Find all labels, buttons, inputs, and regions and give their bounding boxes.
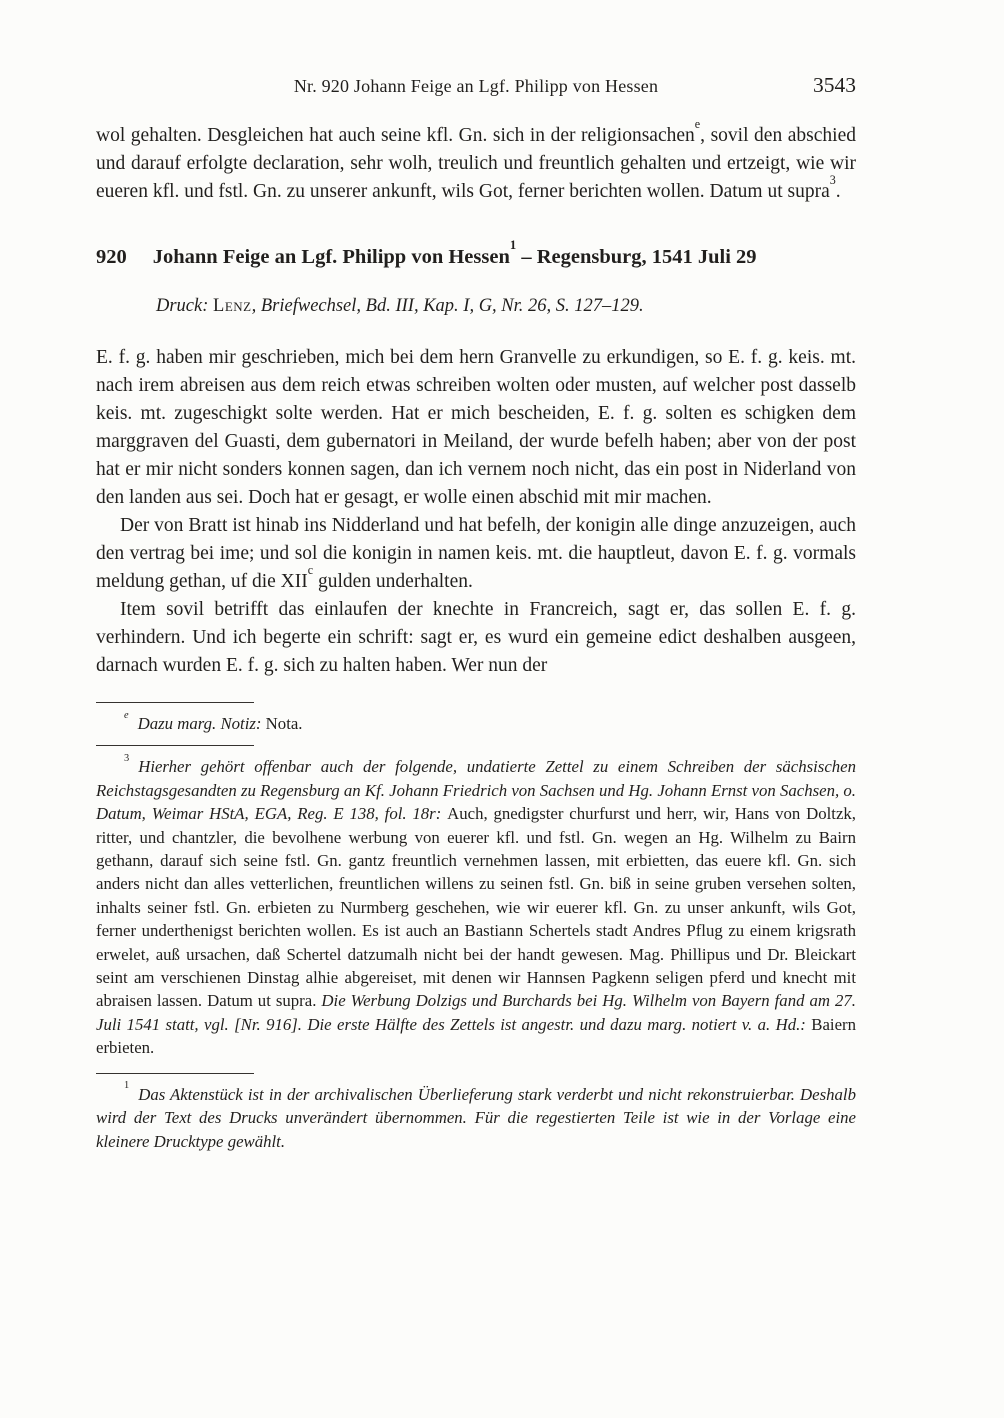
previous-letter-text-3: . bbox=[835, 181, 841, 202]
letter-paragraph-3: Item sovil betrifft das einlaufen der knechte in Francreich, sagt er, das sollen E. f. g. verhindern. Und ich begerte ein schrift: sagt er, es wurd ein gemeine edict deshalben ausgeen, darnach wurden E. f. g. sich zu halten haben. Wer nun der bbox=[96, 599, 856, 676]
footnote-separator-rule-3 bbox=[96, 1073, 254, 1074]
previous-letter-end-paragraph bbox=[96, 117, 856, 206]
letter-paragraph-2 bbox=[96, 512, 856, 596]
footnote-3-editorial-2: Die Werbung Dolzigs und Burchards bei Hg. Wilhelm von Bayern fand am 27. Juli 1541 statt, vgl. [Nr. 916]. Die erste Hälfte des Zettels ist angestr. und dazu marg. notiert v. a. Hd.: bbox=[96, 991, 856, 1034]
footnote-1-text: Das Aktenstück ist in der archivalischen Überlieferung stark verderbt und nicht rekonstruierbar. Deshalb wird der Text des Drucks unverändert übernommen. Für die regestierten Teile ist wie in der Vorlage eine kleinere Drucktype gewählt. bbox=[96, 1084, 856, 1151]
footnote-1 bbox=[96, 1080, 856, 1153]
source-label: Druck: bbox=[156, 296, 209, 316]
source-author: Lenz bbox=[213, 296, 252, 316]
source-line bbox=[156, 294, 856, 318]
footnote-3-editorial-1: Hierher gehört offenbar auch der folgende, undatierte Zettel zu einem Schreiben der sächsischen Reichstagsgesandten zu Regensburg an Kf. Johann Friedrich von Sachsen und Hg. Johann Ernst von Sachsen, o. Datum, Weimar HStA, EGA, Reg. E 138, fol. 18r: bbox=[96, 757, 856, 824]
footnote-1-marker: 1 bbox=[124, 1080, 130, 1092]
running-header bbox=[96, 73, 856, 102]
footnote-e bbox=[96, 709, 856, 735]
footnote-3-quoted-text: Auch, gnedigster churfurst und herr, wir, Hans von Doltzk, ritter, und chantzler, die bevolhene werbung von euerer kfl. und fstl. Gn. wegen an Hg. Wilhelm zu Bairn gethann, darauf sich seine fstl. Gn. gantz freuntlich vernehmen lassen, mit erbietten, das euere kfl. Gn. sich anders nicht dan alles vetterlichen, freuntlichen willens zu seinen fstl. Gn. biß in seine gruben versehen solten, inhalts seiner fstl. Gn. erbieten zu Nurmberg geschehen, wie wir euerer kfl. Gn. zu unser ankunft, wils Got, ferner underthenigst berichten wollen. Es ist auch an Bastiann Schertels stadt Andres Pflug zu einem krigsrath erwelet, auß ursachen, daß Schertel datzumalh nicht bei der handt gewesen. Mag. Phillipus und Dr. Bleickart seint am verschienen Dinstag alhie abgereiset, mit denen wir Hannsen Pagkenn seligen pferd und knecht mit abraisen lassen. Datum ut supra. bbox=[96, 804, 856, 1011]
footnote-ref-3: 3 bbox=[829, 173, 836, 188]
letter-paragraph-2-text-1: Der von Bratt ist hinab ins Nidderland und hat befelh, der konigin alle dinge anzuzeigen, auch den vertrag bei ime; und sol die konigin in namen keis. mt. die hauptleut, davon E. f. g. vormals meldung gethan, uf die XII bbox=[96, 515, 856, 592]
superscript-c: c bbox=[307, 563, 314, 578]
footnote-3-marker: 3 bbox=[124, 753, 130, 765]
footnote-3-marginal-note: Baiern erbieten. bbox=[96, 1014, 856, 1058]
footnote-separator-rule-2 bbox=[96, 745, 254, 746]
footnote-e-editorial: Dazu marg. Notiz: bbox=[137, 714, 262, 733]
previous-letter-text-1: wol gehalten. Desgleichen hat auch seine kfl. Gn. sich in der religionsachen bbox=[96, 125, 695, 146]
footnote-e-marker: e bbox=[124, 709, 129, 721]
footnote-ref-e: e bbox=[694, 117, 701, 132]
letter-heading-date: – Regensburg, 1541 Juli 29 bbox=[516, 246, 757, 268]
source-citation: , Briefwechsel, Bd. III, Kap. I, G, Nr. 26, S. 127–129. bbox=[251, 296, 644, 316]
footnote-area bbox=[96, 702, 856, 1153]
letter-number: 920 bbox=[96, 246, 127, 268]
letter-paragraph-1: E. f. g. haben mir geschrieben, mich bei dem hern Granvelle zu erkundigen, so E. f. g. keis. mt. nach irem abreisen aus dem reich etwas schreiben wolten oder musten, auf welcher post dasselb keis. mt. zugeschigkt solte werden. Hat er mich bescheiden, E. f. g. solten es schigken dem marggraven del Guasti, dem gubernatori in Meiland, der wurde befelh haben; aber von der post hat er mir nicht sonders konnen sagen, dan ich vernem noch nicht, das ein post in Niderland von den landen aus sei. Doch hat er gesagt, er wolle einen abschid mit mir machen. bbox=[96, 347, 856, 508]
page-number: 3543 bbox=[813, 73, 856, 97]
footnote-e-text: Nota. bbox=[261, 714, 303, 733]
previous-letter-text-2: , sovil den abschied und darauf erfolgte declaration, sehr wolh, treulich und freuntlich gehalten und ertzeigt, wie wir eueren kfl. und fstl. Gn. zu unserer ankunft, wils Got, ferner berichten wollen. Datum ut supra bbox=[96, 125, 856, 202]
footnote-ref-1: 1 bbox=[509, 238, 517, 253]
letter-heading bbox=[96, 238, 856, 270]
letter-title: Johann Feige an Lgf. Philipp von Hessen bbox=[152, 246, 510, 268]
footnote-separator-rule-1 bbox=[96, 702, 254, 703]
letter-paragraph-2-text-2: gulden underhalten. bbox=[313, 571, 473, 592]
running-header-title: Nr. 920 Johann Feige an Lgf. Philipp von Hessen bbox=[293, 76, 659, 96]
footnote-3 bbox=[96, 755, 856, 1059]
